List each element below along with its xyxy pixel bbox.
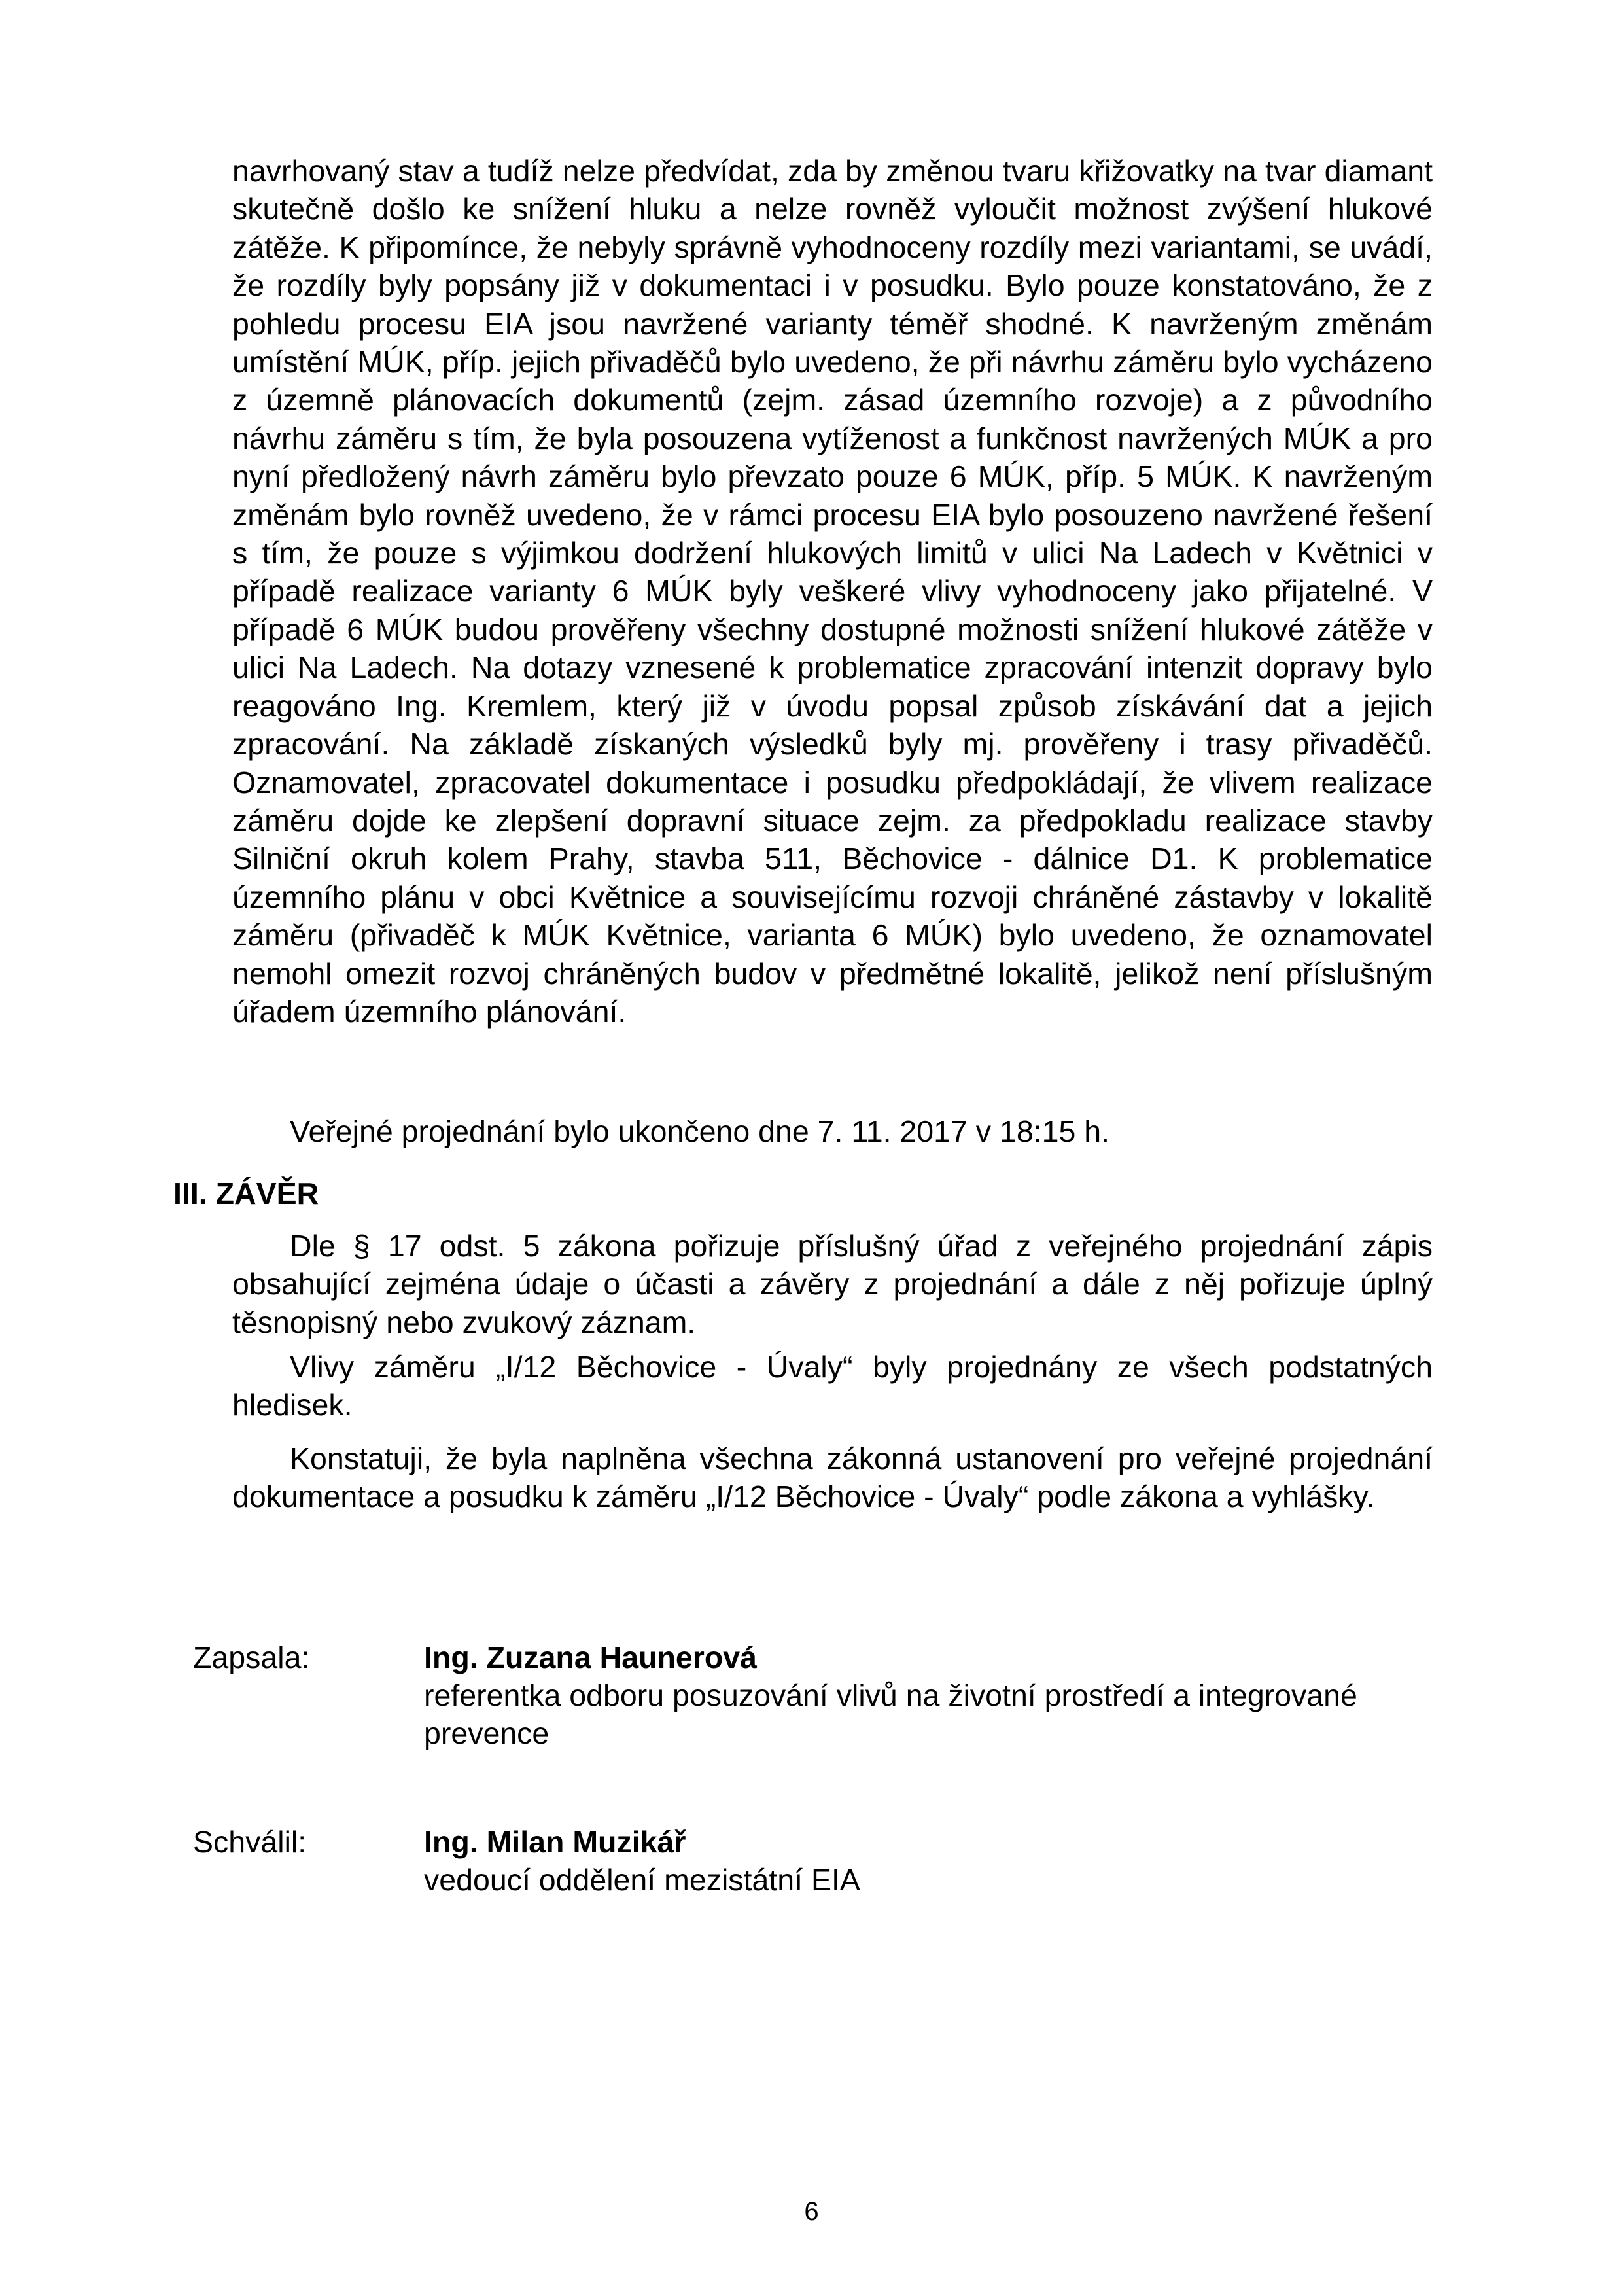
signature-block-recorded-by	[424, 1638, 1444, 1752]
signature-name: Ing. Zuzana Haunerová	[424, 1640, 758, 1674]
page-number: 6	[804, 2197, 819, 2226]
paragraph-statement: Konstatuji, že byla naplněna všechna zákonná ustanovení pro veřejné projednání dokumentace a posudku k záměru „I/12 Běchovice - Úvaly“ podle zákona a vyhlášky.	[232, 1441, 1433, 1514]
signature-role: vedoucí oddělení mezistátní EIA	[424, 1863, 860, 1897]
signature-name: Ing. Milan Muzikář	[424, 1825, 686, 1859]
signature-block-approved-by	[424, 1823, 1444, 1899]
paragraph-legal-basis: Dle § 17 odst. 5 zákona pořizuje příslušný úřad z veřejného projednání zápis obsahující zejména údaje o účasti a závěry z projednání a dále z něj pořizuje úplný těsnopisný nebo zvukový záznam.	[232, 1229, 1433, 1339]
signature-label-recorded-by: Zapsala:	[193, 1640, 310, 1674]
section-heading-conclusion: III. ZÁVĚR	[173, 1176, 319, 1210]
signature-label-approved-by: Schválil:	[193, 1825, 307, 1859]
paragraph-impacts-discussed: Vlivy záměru „I/12 Běchovice - Úvaly“ byly projednány ze všech podstatných hledisek.	[232, 1350, 1433, 1422]
paragraph-hearing-end: Veřejné projednání bylo ukončeno dne 7. 11. 2017 v 18:15 h.	[290, 1114, 1110, 1148]
paragraph-public-hearing-responses: navrhovaný stav a tudíž nelze předvídat, zda by změnou tvaru křižovatky na tvar diamant skutečně došlo ke snížení hluku a nelze rovněž vyloučit možnost zvýšení hlukové zátěže. K připomínce, že nebyly správně vyhodnoceny rozdíly mezi variantami, se uvádí, že rozdíly byly popsány již v dokumentaci i v posudku. Bylo pouze konstatováno, že z pohledu procesu EIA jsou navržené varianty téměř shodné. K navrženým změnám umístění MÚK, příp. jejich přivaděčů bylo uvedeno, že při návrhu záměru bylo vycházeno z územně plánovacích dokumentů (zejm. zásad územního rozvoje) a z původního návrhu záměru s tím, že byla posouzena vytíženost a funkčnost navržených MÚK a pro nyní předložený návrh záměru bylo převzato pouze 6 MÚK, příp. 5 MÚK. K navrženým změnám bylo rovněž uvedeno, že v rámci procesu EIA bylo posouzeno navržené řešení s tím, že pouze s výjimkou dodržení hlukových limitů v ulici Na Ladech v Květnici v případě realizace varianty 6 MÚK byly veškeré vlivy vyhodnoceny jako přijatelné. V případě 6 MÚK budou prověřeny všechny dostupné možnosti snížení hlukové zátěže v ulici Na Ladech. Na dotazy vznesené k problematice zpracování intenzit dopravy bylo reagováno Ing. Kremlem, který již v úvodu popsal způsob získávání dat a jejich zpracování. Na základě získaných výsledků byly mj. prověřeny i trasy přivaděčů. Oznamovatel, zpracovatel dokumentace i posudku předpokládají, že vlivem realizace záměru dojde ke zlepšení dopravní situace zejm. za předpokladu realizace stavby Silniční okruh kolem Prahy, stavba 511, Běchovice - dálnice D1. K problematice územního plánu v obci Květnice a souvisejícímu rozvoji chráněné zástavby v lokalitě záměru (přivaděč k MÚK Květnice, varianta 6 MÚK) bylo uvedeno, že oznamovatel nemohl omezit rozvoj chráněných budov v předmětné lokalitě, jelikož není příslušným úřadem územního plánování.	[232, 154, 1433, 1029]
signature-role: referentka odboru posuzování vlivů na životní prostředí a integrované prevence	[424, 1678, 1357, 1750]
